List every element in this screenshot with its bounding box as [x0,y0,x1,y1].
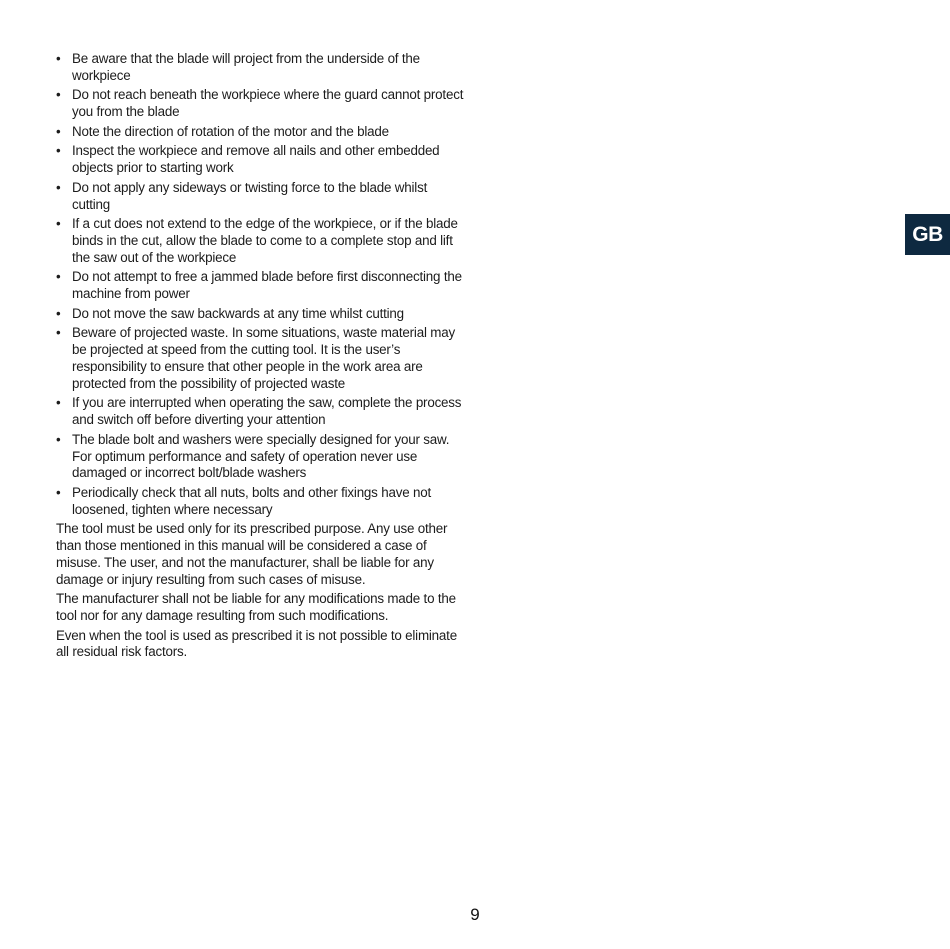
language-tab-gb: GB [905,214,950,255]
bullet-item: • If you are interrupted when operating the saw, complete the process and switch off before diverting your attention [56,395,466,429]
bullet-item: • Inspect the workpiece and remove all nails and other embedded objects prior to starting work [56,143,466,177]
bullet-item: • The blade bolt and washers were specially designed for your saw. For optimum performance and safety of operation never use damaged or incorrect bolt/blade washers [56,432,466,482]
bullet-item: • Do not reach beneath the workpiece where the guard cannot protect you from the blade [56,87,466,121]
bullet-item: • Be aware that the blade will project from the underside of the workpiece [56,51,466,85]
bullet-item: • Do not attempt to free a jammed blade before first disconnecting the machine from power [56,269,466,303]
page-number: 9 [470,905,480,924]
document-body [56,51,466,664]
modifications-paragraph: The manufacturer shall not be liable for any modifications made to the tool nor for any damage resulting from such modifications. [56,591,456,624]
bullet-item: • If a cut does not extend to the edge of the workpiece, or if the blade binds in the cut, allow the blade to come to a complete stop and lift the saw out of the workpiece [56,216,466,266]
safety-bullet-list [56,51,466,518]
bullet-item: • Note the direction of rotation of the motor and the blade [56,124,466,141]
bullet-item: • Do not move the saw backwards at any time whilst cutting [56,306,466,323]
residual-risk-paragraph: Even when the tool is used as prescribed it is not possible to eliminate all residual risk factors. [56,627,457,660]
misuse-paragraph: The tool must be used only for its prescribed purpose. Any use other than those mentioned in this manual will be considered a case of misuse. The user, and not the manufacturer, shall be liable for any damage or injury resulting from such cases of misuse. [56,521,448,587]
bullet-item: • Periodically check that all nuts, bolts and other fixings have not loosened, tighten where necessary [56,485,466,519]
bullet-item: • Beware of projected waste. In some situations, waste material may be projected at speed from the cutting tool. It is the user’s responsibility to ensure that other people in the work area are protected from the possibility of projected waste [56,325,466,392]
bullet-item: • Do not apply any sideways or twisting force to the blade whilst cutting [56,180,466,214]
